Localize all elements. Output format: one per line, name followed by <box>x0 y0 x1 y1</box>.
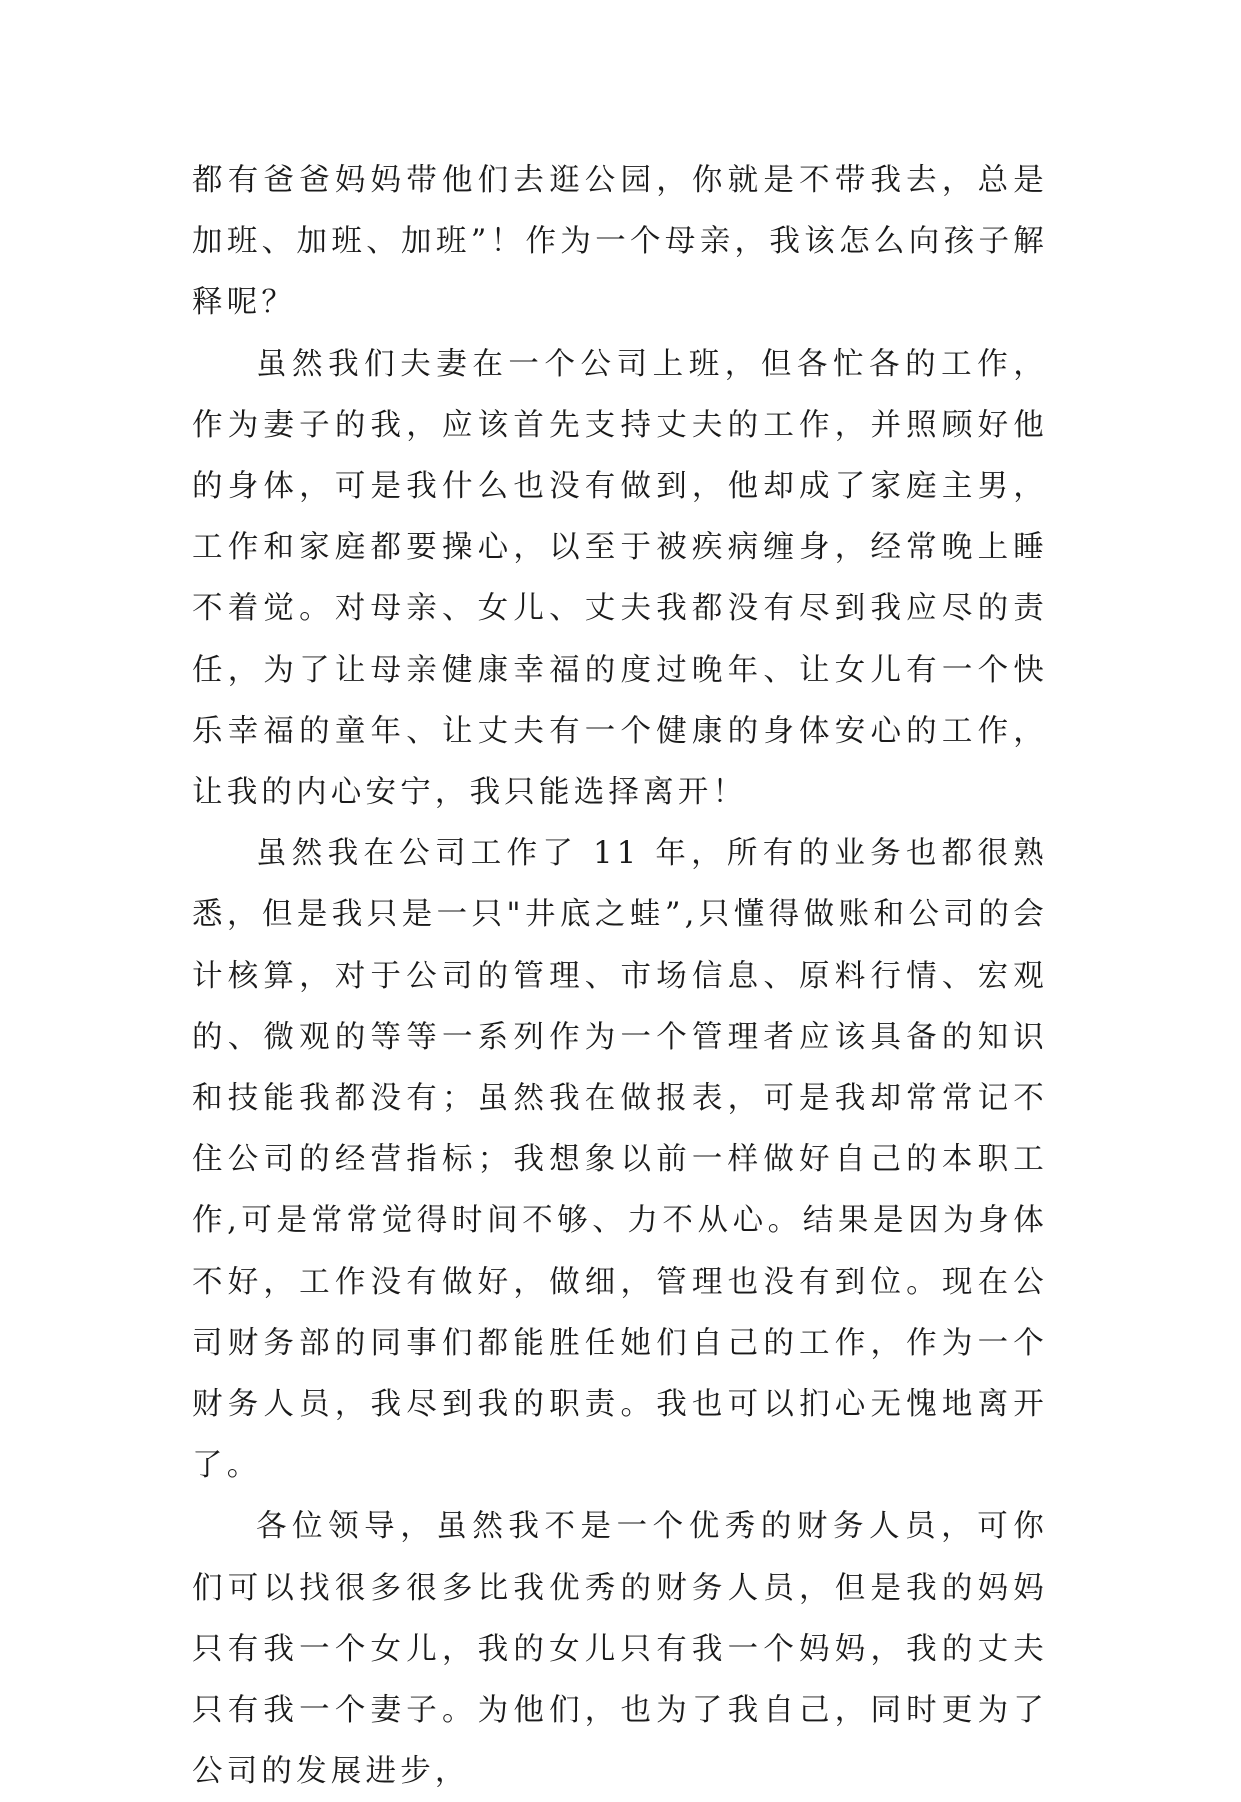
paragraph-work-reason: 虽然我在公司工作了 11 年，所有的业务也都很熟悉，但是我只是一只"井底之蛙”,只懂得做账和公司的会计核算，对于公司的管理、市场信息、原料行情、宏观的、微观的等等一系列作为一个管理者应该具备的知识和技能我都没有；虽然我在做报表，可是我却常常记不住公司的经营指标；我想象以前一样做好自己的本职工作,可是常常觉得时间不够、力不从心。结果是因为身体不好，工作没有做好，做细，管理也没有到位。现在公司财务部的同事们都能胜任她们自己的工作，作为一个财务人员，我尽到我的职责。我也可以扪心无愧地离开了。 <box>192 836 1048 1484</box>
paragraph-closing-appeal: 各位领导，虽然我不是一个优秀的财务人员，可你们可以找很多很多比我优秀的财务人员，但是我的妈妈只有我一个女儿，我的女儿只有我一个妈妈，我的丈夫只有我一个妻子。为他们，也为了我自己，同时更为了公司的发展进步， <box>192 1509 1048 1790</box>
paragraph-family-reason: 虽然我们夫妻在一个公司上班，但各忙各的工作，作为妻子的我，应该首先支持丈夫的工作，并照顾好他的身体，可是我什么也没有做到，他却成了家庭主男，工作和家庭都要操心，以至于被疾病缠身，经常晚上睡不着觉。对母亲、女儿、丈夫我都没有尽到我应尽的责任，为了让母亲健康幸福的度过晚年、让女儿有一个快乐幸福的童年、让丈夫有一个健康的身体安心的工作，让我的内心安宁，我只能选择离开！ <box>192 346 1048 811</box>
document-body <box>192 150 1048 1802</box>
paragraph-continuation: 都有爸爸妈妈带他们去逛公园，你就是不带我去，总是加班、加班、加班”！作为一个母亲，我该怎么向孩子解释呢？ <box>192 163 1048 321</box>
